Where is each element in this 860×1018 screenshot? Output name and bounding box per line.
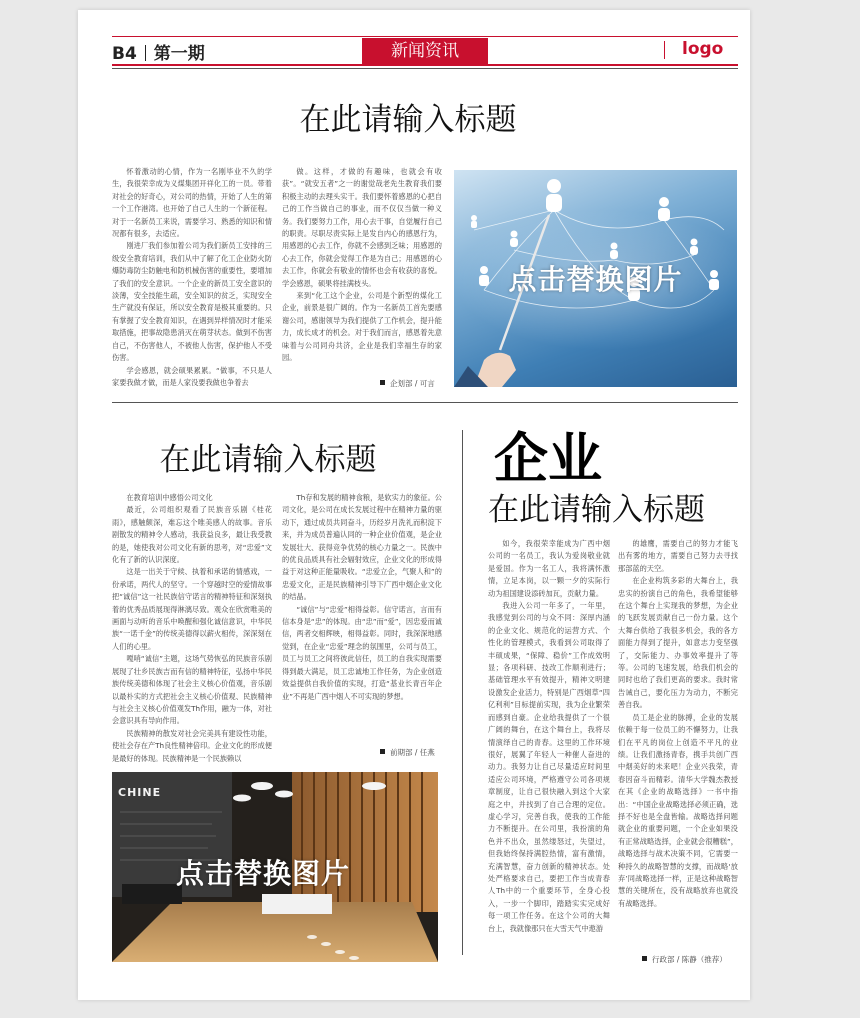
logo-separator — [664, 41, 665, 59]
image-replace-label: 点击替换图片 — [176, 857, 351, 890]
paragraph: 怀着激动的心情，作为一名刚毕业不久的学生，我很荣幸成为义煤集团开祥化工的一员。带着对社会的好奇心，对公司的热情，开始了人生的第一个工作港湾。也开始了自己人生的一个新征程。对于一名新员工来说，需要学习、熟悉的知识和情况都有很多，去适应。 — [112, 167, 272, 239]
paragraph: 在企业构筑多彩的大舞台上，我忠实的扮演自己的角色，我希望能够在这个舞台上实现我的梦想，为企业的飞跃发展贡献自己一份力量。这个大舞台供给了我很多机会，我的各方面能力得到了提升，如意志力变坚强了，交际能力、办事效率提升了等等。公司的飞速发展，给我们机会的同时也给了我们更高的要求。我时常告诫自己，要化压力为动力，不断完善自我。 — [618, 576, 738, 710]
paragraph: 的雄鹰，需要自己的努力才能飞出有雾的地方，需要自己努力去寻找那部蓝的天空。 — [618, 539, 738, 573]
header-rule-bottom — [112, 64, 738, 66]
article1-image[interactable] — [454, 170, 737, 387]
article3-kicker: 企业 — [494, 427, 602, 490]
logo: logo — [682, 39, 724, 59]
article1-column-2 — [282, 166, 442, 371]
issue-name: 第一期 — [153, 44, 205, 64]
issue-code: B4 — [112, 44, 137, 64]
header-rule-top — [112, 36, 738, 37]
section-tab: 新闻资讯 — [362, 38, 488, 64]
credit-square-icon — [642, 956, 647, 961]
article3-column-1 — [488, 538, 610, 966]
article3-credit — [642, 954, 727, 965]
paragraph: 学会感恩，就会硕果累累。“做事，不只是人家要我做才做，而是人家没要我做也争着去 — [112, 365, 272, 387]
article3-title: 在此请输入标题 — [488, 492, 705, 528]
wall-sign-text: CHINE — [118, 786, 162, 799]
article2-title: 在此请输入标题 — [159, 442, 377, 478]
newspaper-page — [78, 10, 750, 1000]
paragraph: “诚信”与“忠爱”相得益彰。信守诺言，言而有信本身是“忠”的体现。由“忠”而“爱”，因忠爱而诚信，两者交相辉映，相得益彰。同时，我深深地感觉到，在企业“忠爱”理念的氛围里，公司与员工，员工与员工之间将彼此信任，员工的自我实现需要得到最大满足，员工忠诚地工作任务，为企业创造效益提供自我价值的实现，打造“基业长青百年企业”不再是广西中烟人不可实现的梦想。 — [282, 604, 442, 701]
paragraph: 我进入公司一年多了，一年里，我感觉到公司的与众不同：深厚内涵的企业文化、规范化的运营方式、个性化的管理模式，我看到公司取得了丰硕成果，“保障、稳价”工作成效明显；各项科研、技改工作顺利进行；基础管理水平有效提升，精神文明建设激发企业活力，特别是广西烟草“四亿利利”目标提前实现，我为企业繁荣而感到自豪。企业给我提供了一个很广阔的舞台，在这个舞台上，我将尽情演绎自己的青春。这里的工作环境很好，展翼了年轻人一种催人奋进的动力。我努力让自己尽量适应时间里适应公司环境，严格遵守公司各项规章制度，让自己很快融入到这个大家庭之中，并找到了自己合理的定位。虚心学习，完善自我，使我的工作能力不断提升。在公司里，我扮演的角色并不出众，虽然缕怒过，失望过，但我始终保持满腔热情，富有激情，充满智慧，奋力创新的精神状态。处处严格要求自己，要把工作当成青春人Th中的一个重要环节，全身心投入，一步一个脚印，踏踏实实完成好每一项工作任务。在这个公司的大舞台上，我就像那只在大雪天气中遨游 — [488, 601, 610, 933]
paragraph: Th存和发展的精神食粮，是软实力的象征。公司文化，是公司在成长发展过程中在精神力量的驱动下，通过成员共同奋斗，历经岁月洗礼而积淀下来，并为成员普遍认同的一种企业价值观，是企业发展壮大、获得竞争优势的核心力量之一。民族中的优良品质具有社会辐射效应，企业文化的形成得益于对这种正能量吸收。“忠爱立企，气聚人和”的忠爱文化，正是民族精神引导下广西中烟企业文化的结晶。 — [282, 493, 442, 602]
paragraph: 来到“化工这个企业，公司是个新型的煤化工企业，前景是很广阔的。作为一名新员工首先要感谢公司，感谢领导为我们提供了工作机会，提升能力，成长成才的机会。对于我们而言，感恩着先意味着与公司同舟共济，企业是我们幸福生存的家园。 — [282, 291, 442, 363]
article1-title: 在此请输入标题 — [299, 102, 517, 138]
vertical-divider — [462, 430, 463, 955]
paragraph: 做。这样，才做的有趣味，也就会有收获”。“就安五者”之一的谢觉哉老先生教育我们要积极主动的去理头实干。我们要怀着感恩的心把自己的工作当做自己的事业，而不仅仅当做一种义务。我们要努力工作，用心去干事，自觉履行自己的职责。尽职尽责实际上是发自内心的感恩行为，用感恩的心去工作，你就不会感到乏味；用感恩的心去工作，你就会觉得工作是为自己；用感恩的心去工作，你就会有敬业的情怀也会有收获的喜悦。学会感恩，硕果将挂满枝头。 — [282, 167, 442, 288]
issue-label — [112, 39, 205, 64]
image-replace-label: 点击替换图片 — [508, 263, 683, 296]
credit-square-icon — [380, 749, 385, 754]
paragraph: 最近，公司组织观看了民族音乐剧《桂花雨》，感触颇深，难忘这个唯美感人的故事。音乐剧散发的精神令人感动，我获益良多，最让我受教的是，她使我对公司文化有新的思考，对“忠爱”文化有了新的认识深度。 — [112, 505, 272, 565]
credit-text: 前期部 / 任燕 — [390, 748, 435, 757]
header-rule-bottom-thin — [112, 68, 738, 69]
article2-column-1 — [112, 492, 272, 763]
article1-credit — [380, 378, 435, 389]
article2-column-2 — [282, 492, 442, 714]
article2-image[interactable] — [112, 772, 438, 962]
article3-column-2 — [618, 538, 738, 936]
paragraph: 这是一出关于守候、执着和承诺的情感戏，一份承诺，两代人的坚守。一个穿越时空的爱情故事把“诚信”这一社民族信守诺言的精神特征和深刻执着的优秀品质展现得淋漓尽致。观众在欣赏唯美的画面与动听的音乐中唤醒和强化诚信意识，中华民族“一诺千金”的传统美德得以薪火相传，深深刻在人们的心里。 — [112, 567, 272, 651]
credit-text: 企划部 / 可言 — [390, 379, 435, 388]
issue-separator — [145, 45, 146, 61]
article2-credit — [380, 747, 435, 758]
paragraph: 如今，我很荣幸能成为广西中烟公司的一名员工，我认为爱岗敬业就是爱国。作为一名工人，我将满怀激情，立足本岗，以一颗一夕的实际行动为祖国建设添砖加瓦，贡献力量。 — [488, 539, 610, 598]
horizontal-divider — [112, 402, 738, 403]
paragraph: 刚进厂我们参加着公司为我们新员工安排的三级安全教育培训，我们从中了解了化工企业防火防爆防毒防尘防触电和防机械伤害的重要性，要增加了我们的安全意识。一个企业的新员工安全意识的淡薄，安全技能生疏，安全知识的贫乏，实现安全生产就没有保证，所以安全教育是极其重要的。只有掌握了安全教育知识，在遇到异样情况时才能采取措施，把事故隐患消灭在萌芽状态。做到不伤害自己，不伤害他人，不被他人伤害，保护他人不受伤害。 — [112, 241, 272, 363]
paragraph: 嘎哨“诚信”主题，这场气势恢弘的民族音乐剧展现了壮乡民族吉而有信的精神特征，弘扬中华民族传统美德和体现了社会主义核心价值观，音乐剧以最朴实的方式把社会主义核心价值观、民族精神与社会主义核心价值观发Th作用，融为一体，对社会意识具有导向作用。 — [112, 654, 272, 726]
article1-column-1 — [112, 166, 272, 392]
credit-text: 行政部 / 陈静（推荐） — [652, 955, 727, 964]
paragraph: 民族精神的散发对社会完美具有建设性功能，使社会存在产Th良性精神倍印。企业文化的形成便是最好的体现。民族精神是一个民族赖以 — [112, 728, 272, 763]
credit-square-icon — [380, 380, 385, 385]
paragraph: 员工是企业的脉搏，企业的发展依赖于每一位员工的不懈努力，让我们在平凡的岗位上创造不平凡的业绩。让我们激扬青春，携手共创广西中烟美好的未来吧！企业兴我荣，青春因奋斗而精彩。清华大学魏杰教授在其《企业的战略选择》一书中指出：“中国企业战略选择必须正确，选择不好也是全盘皆输。战略选择问题就企业的重要问题，一个企业如果没有正常战略选择，企业就会很糟糕”，战略选择与战术决策不同，它需要一种持久的战略智慧的支撑，而战略‘放弃’同战略选择一样，正是这种战略智慧的关键所在，没有战略放弃也就没有战略选择。 — [618, 712, 738, 908]
paragraph: 在教育培训中感悟公司文化 — [126, 493, 213, 502]
